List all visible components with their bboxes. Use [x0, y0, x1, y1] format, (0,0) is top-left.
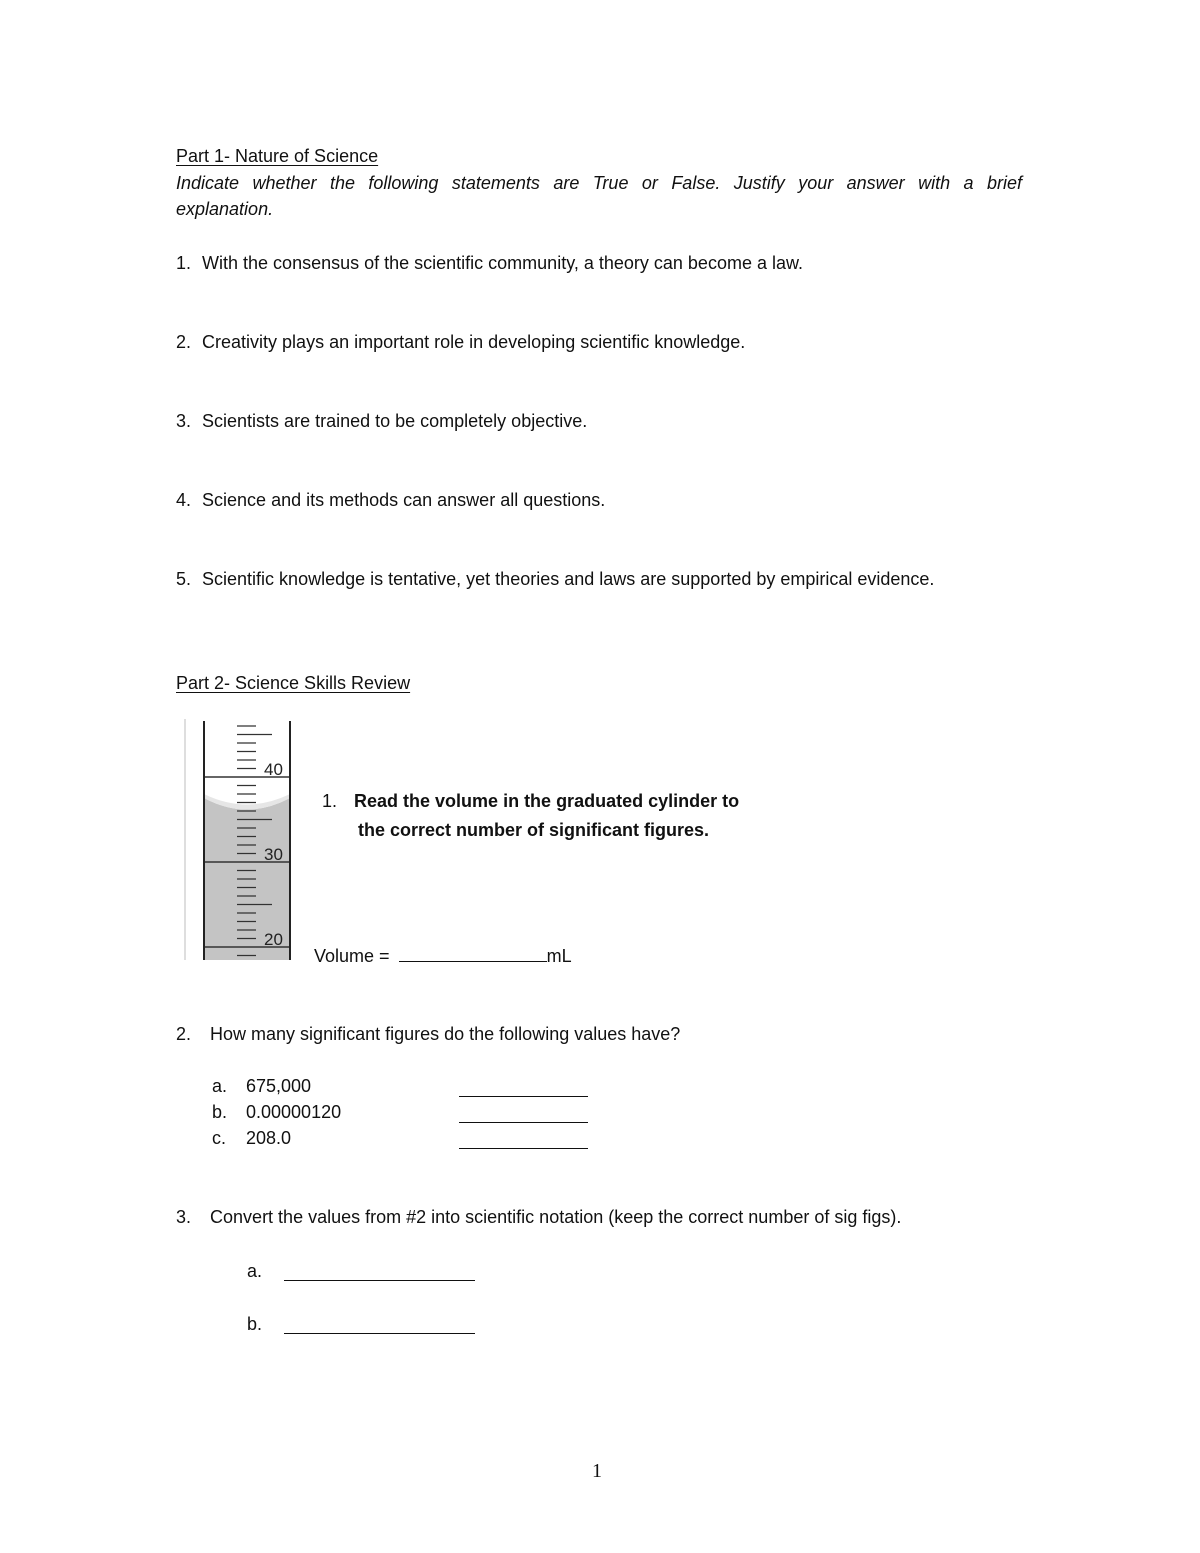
statement-text: Creativity plays an important role in developing scientific knowledge.: [202, 332, 746, 352]
q2-line: [176, 1022, 680, 1046]
q1-line1: [322, 789, 739, 813]
volume-label: Volume =: [314, 946, 390, 966]
item-value: 675,000: [246, 1076, 312, 1096]
statement-number: 3.: [176, 411, 192, 431]
q2-number: 2.: [176, 1024, 192, 1044]
q1-number: 1.: [322, 791, 338, 811]
statement-text: Scientific knowledge is tentative, yet theories and laws are supported by empirical evidence.: [202, 569, 935, 589]
q2-answer-blank-b[interactable]: [459, 1104, 588, 1123]
item-letter: a.: [212, 1076, 228, 1096]
q1-text-line2: the correct number of significant figures.: [358, 820, 710, 840]
statement-text: Science and its methods can answer all questions.: [202, 490, 606, 510]
scale-label-30: 30: [264, 845, 283, 864]
q2-item-a: [212, 1074, 311, 1098]
q3-line: [176, 1205, 901, 1229]
statement-1: [176, 251, 803, 275]
q2-item-b: [212, 1100, 341, 1124]
statement-3: [176, 409, 587, 433]
q1-text-line1: Read the volume in the graduated cylinder to: [354, 791, 740, 811]
q2-answer-blank-a[interactable]: [459, 1078, 588, 1097]
scale-label-40: 40: [264, 760, 283, 779]
part1-heading: Part 1- Nature of Science: [176, 146, 379, 166]
q2-item-c: [212, 1126, 291, 1150]
statement-number: 5.: [176, 569, 192, 589]
graduated-cylinder-image: [182, 719, 297, 963]
statement-5: [176, 567, 934, 591]
statement-text: Scientists are trained to be completely objective.: [202, 411, 588, 431]
q2-text: How many significant figures do the following values have?: [210, 1024, 681, 1044]
q3-answer-blank-b[interactable]: [284, 1315, 475, 1334]
statement-text: With the consensus of the scientific community, a theory can become a law.: [202, 253, 803, 273]
item-letter: b.: [212, 1102, 228, 1122]
statement-number: 4.: [176, 490, 192, 510]
statement-number: 1.: [176, 253, 192, 273]
q2-answer-blank-c[interactable]: [459, 1130, 588, 1149]
item-letter: b.: [247, 1314, 263, 1334]
statement-4: [176, 488, 605, 512]
scale-label-20: 20: [264, 930, 283, 949]
item-value: 0.00000120: [246, 1102, 342, 1122]
q3-answer-blank-a[interactable]: [284, 1262, 475, 1281]
item-letter: c.: [212, 1128, 227, 1148]
item-letter: a.: [247, 1261, 263, 1281]
q3-item-b: [247, 1312, 262, 1336]
statement-number: 2.: [176, 332, 192, 352]
q3-number: 3.: [176, 1207, 192, 1227]
part2-heading: Part 2- Science Skills Review: [176, 673, 411, 693]
q3-text: Convert the values from #2 into scientific notation (keep the correct number of sig figs).: [210, 1207, 902, 1227]
part1-instructions-line2: explanation.: [176, 199, 274, 219]
volume-answer-blank[interactable]: [399, 943, 547, 962]
volume-answer-line: [314, 943, 572, 968]
part1-instructions-line1: Indicate whether the following statements are True or False. Justify your answer with a brief: [176, 173, 1022, 193]
volume-unit: mL: [546, 946, 572, 966]
statement-2: [176, 330, 745, 354]
item-value: 208.0: [246, 1128, 292, 1148]
q3-item-a: [247, 1259, 262, 1283]
page-number: 1: [592, 1460, 602, 1482]
